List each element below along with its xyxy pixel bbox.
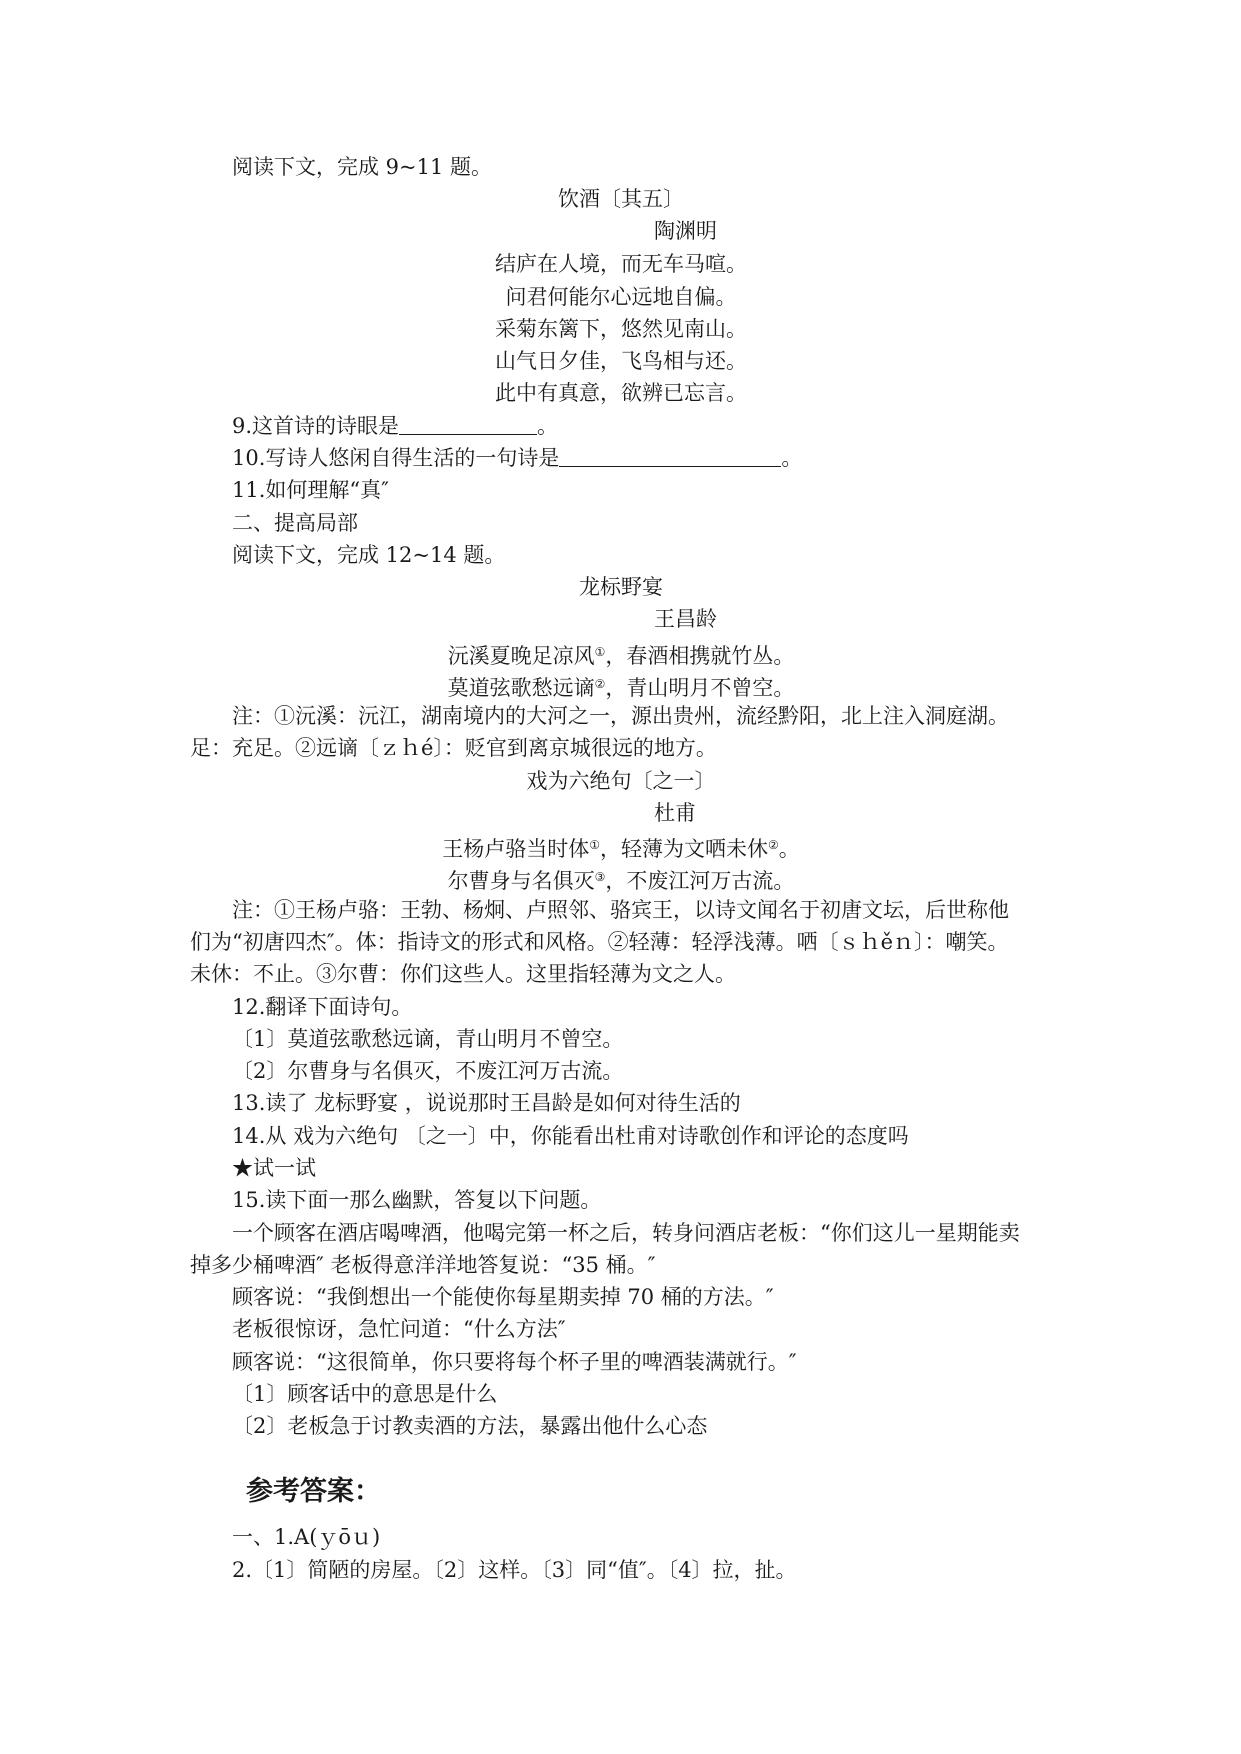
section-heading-improve: 二、提高局部 — [232, 511, 358, 535]
story-text: 掉多少桶啤酒″ 老板得意洋洋地答复说：“35 桶。″ — [190, 1253, 656, 1277]
footnote-marker: ① — [589, 838, 600, 852]
poem-line: 此中有真意，欲辨已忘言。 — [495, 381, 747, 405]
story-text: 顾客说：“我倒想出一个能使你每星期卖掉 70 桶的方法。″ — [232, 1285, 774, 1309]
poem-line-text: 尔曹身与名俱灭 — [447, 869, 595, 893]
story-text: 顾客说：“这很简单，你只要将每个杯子里的啤酒装满就行。″ — [232, 1350, 797, 1374]
poem-title-yinjiu: 饮酒〔其五〕 — [558, 187, 684, 211]
question-11: 11.如何理解“真″ — [232, 478, 389, 502]
answer-key-heading: 参考答案： — [246, 1476, 381, 1507]
poem-line-text: 莫道弦歌愁远谪 — [447, 676, 595, 700]
poem-line — [190, 862, 1052, 896]
note-text: 注：①沅溪：沅江，湖南境内的大河之一，源出贵州，流经黔阳，北上注入洞庭湖。 — [232, 704, 1009, 728]
poem-title-xiwei: 戏为六绝句〔之一〕 — [526, 769, 716, 793]
poem-line-text: 王杨卢骆当时体 — [442, 837, 590, 861]
question-14: 14.从 戏为六绝句 〔之一〕中，你能看出杜甫对诗歌创作和评论的态度吗 — [232, 1124, 909, 1148]
note-text: 足：充足。②远谪〔ｚｈé〕：贬官到离京城很远的地方。 — [190, 736, 717, 760]
question-13: 13.读了 龙标野宴 ，说说那时王昌龄是如何对待生活的 — [232, 1091, 741, 1115]
poem-line: 山气日夕佳，飞鸟相与还。 — [495, 349, 747, 373]
note-text: 注：①王杨卢骆：王勃、杨炯、卢照邻、骆宾王，以诗文闻名于初唐文坛，后世称他 — [232, 898, 1009, 922]
footnote-marker: ② — [768, 838, 779, 852]
poem-line: 采菊东篱下，悠然见南山。 — [495, 317, 747, 341]
poem-line — [190, 637, 1052, 671]
answer-blank-10[interactable] — [559, 444, 781, 467]
poem-line: 结庐在人境，而无车马喧。 — [495, 252, 747, 276]
reading-instruction-1: 阅读下文，完成 9~11 题。 — [232, 155, 493, 179]
poem-author-dufu: 杜甫 — [654, 801, 696, 825]
question-10 — [232, 443, 802, 473]
question-12: 12.翻译下面诗句。 — [232, 995, 413, 1019]
poem-line-text: ，青山明月不曾空。 — [605, 676, 795, 700]
question-12-part-2: 〔2〕尔曹身与名俱灭，不废江河万古流。 — [232, 1059, 624, 1083]
question-9 — [232, 411, 558, 441]
poem-title-longbiao: 龙标野宴 — [579, 575, 663, 599]
poem-line-text: 。 — [778, 837, 800, 861]
poem-line-text: ，不废江河万古流。 — [605, 869, 795, 893]
poem-line-text: 沅溪夏晚足凉风 — [447, 644, 595, 668]
note-text: 未休：不止。③尔曹：你们这些人。这里指轻薄为文之人。 — [190, 962, 736, 986]
poem-author-wangchangling: 王昌龄 — [654, 607, 717, 631]
question-12-part-1: 〔1〕莫道弦歌愁远谪，青山明月不曾空。 — [232, 1027, 624, 1051]
footnote-marker: ① — [594, 645, 606, 659]
answer-line: 一、1.A(ｙōｕ) — [232, 1525, 381, 1549]
poem-line-text: ，春酒相携就竹丛。 — [605, 644, 795, 668]
question-9-text: 9.这首诗的诗眼是 — [232, 414, 400, 438]
poem-author-taoyuanming: 陶渊明 — [654, 219, 717, 243]
question-15-part-2: 〔2〕老板急于讨教卖酒的方法，暴露出他什么心态 — [232, 1414, 708, 1438]
answer-line: 2.〔1〕简陋的房屋。〔2〕这样。〔3〕同“值″。〔4〕拉，扯。 — [232, 1558, 797, 1582]
story-text: 老板很惊讶，急忙问道：“什么方法″ — [232, 1317, 566, 1341]
poem-line-text: ，轻薄为文哂未休 — [600, 837, 768, 861]
footnote-marker: ② — [594, 677, 606, 691]
question-10-text: 10.写诗人悠闲自得生活的一句诗是 — [232, 446, 560, 470]
poem-line: 问君何能尔心远地自偏。 — [505, 285, 737, 309]
reading-instruction-2: 阅读下文，完成 12~14 题。 — [232, 543, 506, 567]
section-heading-try: ★试一试 — [232, 1156, 316, 1180]
poem-line — [190, 830, 1052, 864]
answer-blank-9[interactable] — [399, 412, 537, 435]
note-text: 们为“初唐四杰″。体：指诗文的形式和风格。②轻薄：轻浮浅薄。哂〔ｓｈěｎ〕：嘲笑。 — [190, 930, 1009, 954]
question-9-end: 。 — [537, 414, 559, 438]
question-15-part-1: 〔1〕顾客话中的意思是什么 — [232, 1382, 498, 1406]
poem-line — [190, 669, 1052, 703]
question-15: 15.读下面一那么幽默，答复以下问题。 — [232, 1188, 602, 1212]
footnote-marker: ③ — [594, 870, 606, 884]
story-text: 一个顾客在酒店喝啤酒，他喝完第一杯之后，转身问酒店老板：“你们这儿一星期能卖 — [232, 1221, 1020, 1245]
question-10-end: 。 — [781, 446, 803, 470]
